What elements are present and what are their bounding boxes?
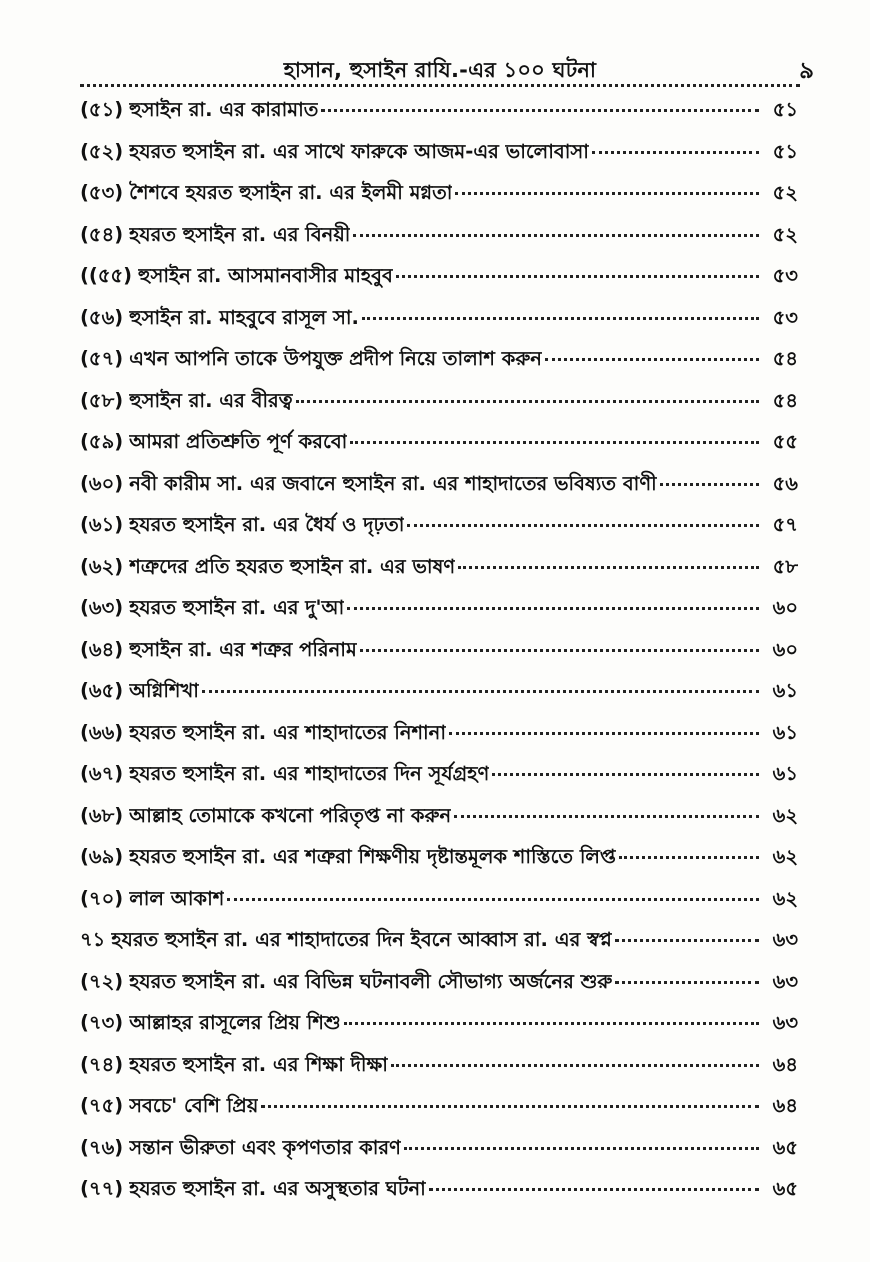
toc-entry-page: ৬২ <box>772 803 798 827</box>
toc-entry-title: আল্লাহর রাসূলের প্রিয় শিশু <box>129 1011 341 1034</box>
toc-entry <box>80 636 798 678</box>
dot-leader <box>619 856 759 859</box>
toc-entry-number: (৭৪) <box>80 1052 124 1076</box>
toc-entry-title: হযরত হুসাইন রা. এর শাহাদাতের দিন ইবনে আব্বাস রা. এর স্বপ্ন <box>111 928 612 951</box>
toc-entry-title: এখন আপনি তাকে উপযুক্ত প্রদীপ নিয়ে তালাশ করুন <box>129 347 542 370</box>
dot-leader <box>321 109 759 112</box>
toc-entry-number: (৬৩) <box>80 596 124 619</box>
dot-leader <box>362 317 759 320</box>
dot-leader <box>350 441 759 444</box>
dot-leader <box>458 566 759 569</box>
dot-leader <box>407 524 759 527</box>
toc-entry-page: ৬২ <box>772 886 798 910</box>
toc-entry-number: (৬৯) <box>80 845 124 868</box>
toc-entry <box>80 387 798 429</box>
toc-entry <box>80 428 798 470</box>
toc-entry-page: ৫৩ <box>772 305 798 329</box>
toc-entry-number: (৬৬) <box>80 720 124 744</box>
toc-entry-number: (৫৬) <box>80 305 124 329</box>
toc-entry-title: হযরত হুসাইন রা. এর সাথে ফারুকে আজম-এর ভালোবাসা <box>129 139 589 163</box>
toc-entry-number: ৭১ <box>80 928 106 951</box>
toc-entry-number: (৬৪) <box>80 637 124 661</box>
toc-entry-title: হযরত হুসাইন রা. এর বিভিন্ন ঘটনাবলী সৌভাগ্য অর্জনের শুরু <box>129 969 613 993</box>
toc-entry <box>80 719 798 761</box>
toc-entry-title: হুসাইন রা. মাহবুবে রাসূল সা. <box>129 305 359 329</box>
dot-leader <box>545 358 759 361</box>
header-divider <box>80 84 800 87</box>
toc-entry <box>80 968 798 1010</box>
toc-entry <box>80 179 798 221</box>
dot-leader <box>429 1188 759 1191</box>
toc-entry-number: (৫৩) <box>80 181 124 204</box>
dot-leader <box>296 400 759 403</box>
toc-entry <box>80 1051 798 1093</box>
toc-entry-title: হযরত হুসাইন রা. এর বিনয়ী <box>129 222 351 246</box>
dot-leader <box>615 939 759 942</box>
toc-entry-number: (৫৪) <box>80 222 124 246</box>
toc-entry-number: (৭৬) <box>80 1135 124 1159</box>
dot-leader <box>360 649 759 652</box>
dot-leader <box>396 275 759 278</box>
running-header <box>80 50 814 88</box>
toc-entry-number: (৬৫) <box>80 679 124 702</box>
toc-entry-page: ৫৫ <box>772 430 798 453</box>
toc-entry-number: (৬১) <box>80 513 124 536</box>
toc-entry-title: হযরত হুসাইন রা. এর ধৈর্য ও দৃঢ়তা <box>129 513 405 536</box>
toc-entry-page: ৬১ <box>772 762 798 785</box>
toc-entry-title: অগ্নিশিখা <box>129 679 199 702</box>
toc-entry-title: হুসাইন রা. এর শত্রুর পরিনাম <box>129 637 357 661</box>
toc-entry-page: ৬১ <box>772 679 798 702</box>
toc-entry-number: (৭৫) <box>80 1094 124 1117</box>
toc-entry <box>80 345 798 387</box>
toc-entry-number: (৫১) <box>80 98 124 121</box>
toc-entry-title: লাল আকাশ <box>129 886 225 910</box>
dot-leader <box>261 1105 759 1108</box>
toc-entry-page: ৬৩ <box>772 928 798 951</box>
dot-leader <box>344 1022 759 1025</box>
toc-entry <box>80 677 798 719</box>
toc-entry-page: ৬৩ <box>772 1011 798 1034</box>
toc-entry <box>80 304 798 346</box>
toc-entry-number: (৭০) <box>80 886 124 910</box>
toc-entry-page: ৬৩ <box>772 969 798 993</box>
dot-leader <box>391 1064 759 1067</box>
toc-entry <box>80 1175 798 1217</box>
toc-entry-page: ৬৪ <box>772 1094 798 1117</box>
toc-entry <box>80 760 798 802</box>
toc-entry-page: ৫১ <box>772 98 798 121</box>
toc-entry-title: হুসাইন রা. এর কারামাত <box>129 98 319 121</box>
dot-leader <box>615 981 759 984</box>
dot-leader <box>227 898 759 901</box>
toc-entry <box>80 1009 798 1051</box>
dot-leader <box>449 732 759 735</box>
toc-entry-page: ৬০ <box>772 637 798 661</box>
toc-entry-page: ৬৫ <box>772 1135 798 1159</box>
toc-entry-page: ৬২ <box>772 845 798 868</box>
dot-leader <box>202 690 759 693</box>
toc-entry-number: (৭৭) <box>80 1177 124 1200</box>
toc-entry-number: (৬২) <box>80 554 124 578</box>
toc-entry-number: (৬৮) <box>80 803 124 827</box>
toc-entry-page: ৫৬ <box>772 471 798 495</box>
dot-leader <box>660 483 759 486</box>
toc-entry-page: ৬১ <box>772 720 798 744</box>
toc-entry-title: সন্তান ভীরুতা এবং কৃপণতার কারণ <box>129 1135 401 1159</box>
toc-entry-title: হযরত হুসাইন রা. এর শাহাদাতের দিন সূর্যগ্রহণ <box>129 762 490 785</box>
header-title: হাসান, হুসাইন রাযি.-এর ১০০ ঘটনা <box>283 58 597 82</box>
header-page-number: ৯ <box>799 58 814 84</box>
toc-entry <box>80 262 798 304</box>
toc-entry-title: হুসাইন রা. এর বীরত্ব <box>129 388 293 412</box>
toc-entry-number: (৫২) <box>80 139 124 163</box>
toc-entry <box>80 926 798 968</box>
toc-entry <box>80 1092 798 1134</box>
toc-entry <box>80 885 798 927</box>
toc-entry-number: ((৫৫) <box>80 264 133 287</box>
toc-entry-title: হযরত হুসাইন রা. এর শিক্ষা দীক্ষা <box>129 1052 388 1076</box>
toc-entry <box>80 843 798 885</box>
toc-entry-title: আল্লাহ তোমাকে কখনো পরিতৃপ্ত না করুন <box>129 803 452 827</box>
toc-entry-number: (৬০) <box>80 471 124 495</box>
table-of-contents <box>80 96 798 1217</box>
toc-entry <box>80 96 798 138</box>
toc-entry-number: (৭২) <box>80 969 124 993</box>
toc-entry-page: ৬০ <box>772 596 798 619</box>
toc-entry-number: (৫৮) <box>80 388 124 412</box>
dot-leader <box>353 234 759 237</box>
toc-entry <box>80 1134 798 1176</box>
toc-entry-number: (৬৭) <box>80 762 124 785</box>
toc-entry-title: শত্রুদের প্রতি হযরত হুসাইন রা. এর ভাষণ <box>129 554 456 578</box>
toc-entry <box>80 470 798 512</box>
dot-leader <box>347 607 759 610</box>
toc-entry-number: (৫৭) <box>80 347 124 370</box>
toc-entry-title: হযরত হুসাইন রা. এর অসুস্থতার ঘটনা <box>129 1177 426 1200</box>
toc-entry-title: শৈশবে হযরত হুসাইন রা. এর ইলমী মগ্নতা <box>129 181 453 204</box>
toc-entry-page: ৫৩ <box>772 264 798 287</box>
toc-entry-title: হযরত হুসাইন রা. এর দু'আ <box>129 596 345 619</box>
toc-entry-page: ৫৭ <box>772 513 798 536</box>
toc-entry-title: সবচে' বেশি প্রিয় <box>129 1094 259 1117</box>
toc-entry-page: ৬৪ <box>772 1052 798 1076</box>
toc-entry-page: ৫৮ <box>772 554 798 578</box>
toc-entry <box>80 802 798 844</box>
dot-leader <box>454 815 759 818</box>
toc-entry-title: হুসাইন রা. আসমানবাসীর মাহবুব <box>138 264 393 287</box>
toc-entry <box>80 138 798 180</box>
toc-entry-page: ৫১ <box>772 139 798 163</box>
toc-entry <box>80 553 798 595</box>
toc-entry-title: হযরত হুসাইন রা. এর শাহাদাতের নিশানা <box>129 720 446 744</box>
toc-entry-page: ৫২ <box>772 181 798 204</box>
toc-entry-title: হযরত হুসাইন রা. এর শত্রুরা শিক্ষণীয় দৃষ্টান্তমূলক শাস্তিতে লিপ্ত <box>129 845 616 868</box>
toc-entry-number: (৫৯) <box>80 430 124 453</box>
toc-entry-page: ৫২ <box>772 222 798 246</box>
dot-leader <box>592 151 759 154</box>
toc-entry-number: (৭৩) <box>80 1011 124 1034</box>
toc-entry <box>80 221 798 263</box>
toc-entry-page: ৬৫ <box>772 1177 798 1200</box>
toc-entry-title: নবী কারীম সা. এর জবানে হুসাইন রা. এর শাহাদাতের ভবিষ্যত বাণী <box>129 471 657 495</box>
dot-leader <box>404 1147 759 1150</box>
toc-entry <box>80 594 798 636</box>
dot-leader <box>492 773 759 776</box>
toc-entry-page: ৫৪ <box>772 347 798 370</box>
toc-entry-page: ৫৪ <box>772 388 798 412</box>
toc-entry-title: আমরা প্রতিশ্রুতি পূর্ণ করবো <box>129 430 348 453</box>
toc-entry <box>80 511 798 553</box>
dot-leader <box>455 192 759 195</box>
